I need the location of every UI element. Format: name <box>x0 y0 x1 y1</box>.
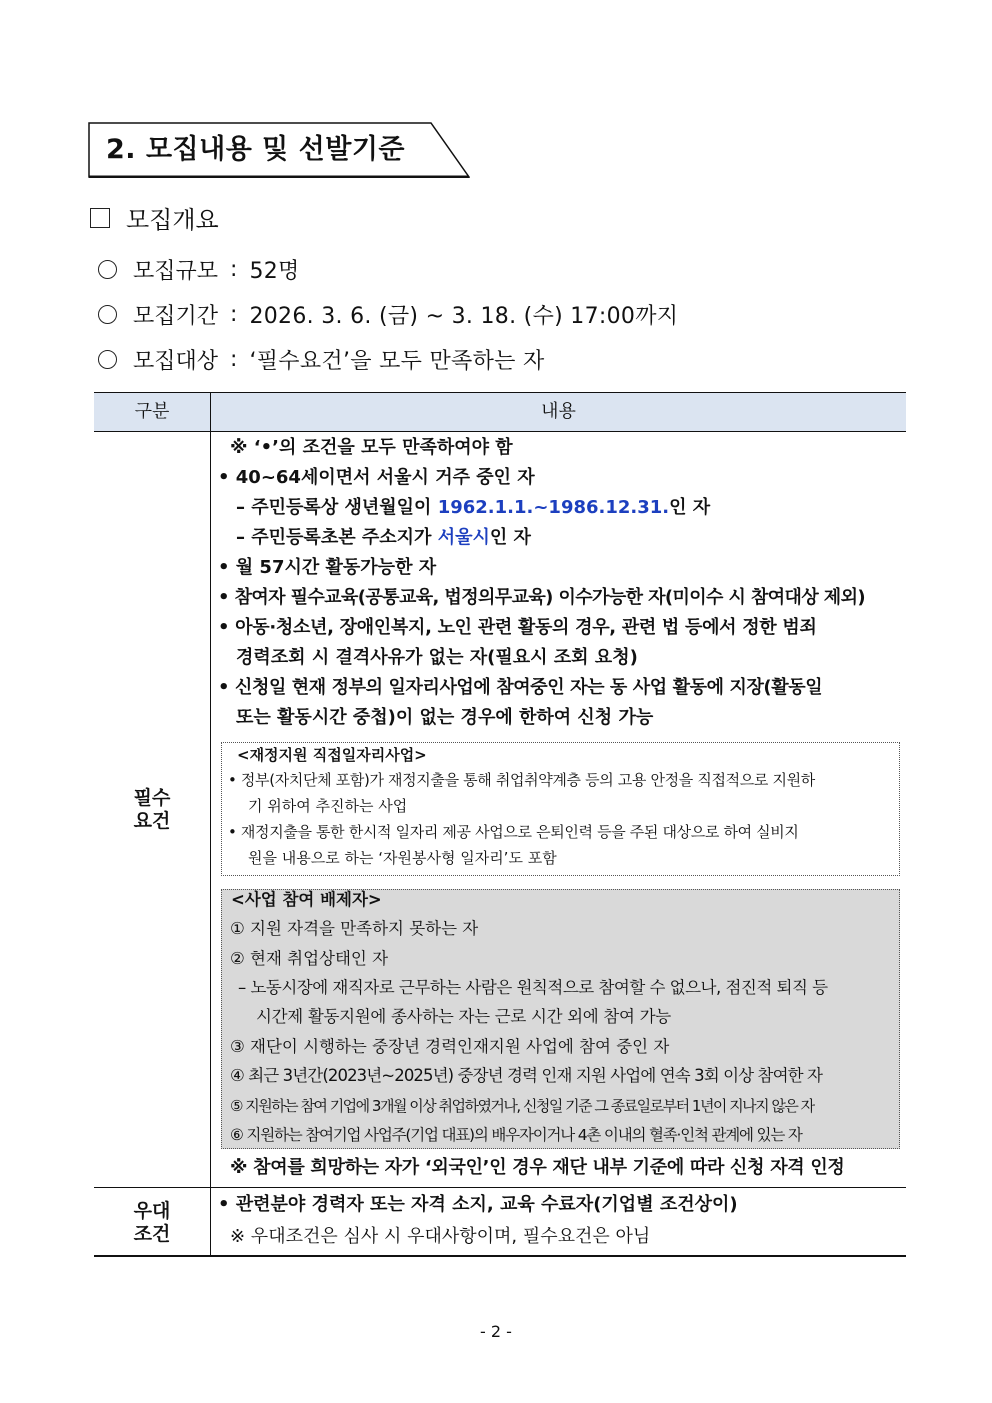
table-header <box>94 393 906 432</box>
box1-title: <재정지원 직접일자리사업> <box>237 746 427 764</box>
column-divider <box>210 392 211 1256</box>
exclusion-item: ① 지원 자격을 만족하지 못하는 자 <box>230 919 479 938</box>
exclusion-item: ② 현재 취업상태인 자 <box>230 949 389 968</box>
preferred-bullet: • 관련분야 경력자 또는 자격 소지, 교육 수료자(기업별 조건상이) <box>218 1194 738 1215</box>
section-heading: 2. 모집내용 및 선발기준 <box>106 134 405 165</box>
circle-bullet-icon <box>98 350 117 369</box>
required-note: ※ ‘•’의 조건을 모두 만족하여야 함 <box>230 437 513 458</box>
table-bottom-border <box>94 1255 906 1257</box>
foreigner-note: ※ 참여를 희망하는 자가 ‘외국인’인 경우 재단 내부 기준에 따라 신청 자격 인정 <box>230 1157 845 1178</box>
square-bullet-icon <box>90 208 110 228</box>
required-bullet: • 참여자 필수교육(공통교육, 법정의무교육) 이수가능한 자(미이수 시 참여대상 제외) <box>218 587 865 608</box>
preferred-note: ※ 우대조건은 심사 시 우대사항이며, 필수요건은 아님 <box>230 1226 651 1247</box>
required-bullet: • 아동·청소년, 장애인복지, 노인 관련 활동의 경우, 관련 법 등에서 정한 범죄 <box>218 617 817 638</box>
required-bullet-cont: 또는 활동시간 중첩)이 없는 경우에 한하여 신청 가능 <box>236 707 654 728</box>
required-bullet-cont: 경력조회 시 결격사유가 없는 자(필요시 조회 요청) <box>236 647 638 668</box>
box2-title: <사업 참여 배제자> <box>231 890 382 909</box>
exclusion-sub-item-cont: 시간제 활동지원에 종사하는 자는 근로 시간 외에 참여 가능 <box>256 1007 671 1026</box>
required-bullet: • 40~64세이면서 서울시 거주 중인 자 <box>218 467 535 488</box>
overview-title: 모집개요 <box>90 200 219 235</box>
row-divider <box>94 1187 906 1188</box>
seoul-address: 서울시 <box>437 527 490 548</box>
birthdate-range: 1962.1.1.~1986.12.31. <box>437 497 670 518</box>
required-bullet: • 신청일 현재 정부의 일자리사업에 참여중인 자는 동 사업 활동에 지장(활동일 <box>218 677 823 698</box>
box1-item: • 정부(자치단체 포함)가 재정지출을 통해 취업취약계층 등의 고용 안정을 직접적으로 지원하 <box>228 771 815 789</box>
exclusion-sub-item: – 노동시장에 재직자로 근무하는 사람은 원칙적으로 참여할 수 없으나, 점진적 퇴직 등 <box>238 978 828 997</box>
page-number: - 2 - <box>480 1322 512 1341</box>
exclusion-item: ⑥ 지원하는 참여기업 사업주(기업 대표)의 배우자이거나 4촌 이내의 혈족·인척 관계에 있는 자 <box>230 1126 802 1144</box>
box1-item-cont: 원을 내용으로 하는 ‘자원봉사형 일자리’도 포함 <box>248 849 557 867</box>
exclusion-item: ④ 최근 3년간(2023년~2025년) 중장년 경력 인재 지원 사업에 연속 3회 이상 참여한 자 <box>230 1066 823 1085</box>
circle-bullet-icon <box>98 260 117 279</box>
required-label: 필수 요건 <box>133 787 171 832</box>
requirements-table <box>94 392 906 1258</box>
exclusion-item: ③ 재단이 시행하는 중장년 경력인재지원 사업에 참여 중인 자 <box>230 1037 670 1056</box>
section-heading-box <box>88 122 470 178</box>
required-sub-item: – 주민등록초본 주소지가 서울시인 자 <box>236 527 531 548</box>
circle-bullet-icon <box>98 305 117 324</box>
exclusion-item: ⑤ 지원하는 참여 기업에 3개월 이상 취업하였거나, 신청일 기준 그 종료일로부터 1년이 지나지 않은 자 <box>230 1097 814 1115</box>
header-category: 구분 <box>134 401 170 422</box>
overview-item: 모집규모 : 52명 <box>98 254 300 285</box>
box1-item-cont: 기 위하여 추진하는 사업 <box>248 797 408 815</box>
header-content: 내용 <box>541 401 576 422</box>
box1-item: • 재정지출을 통한 한시적 일자리 제공 사업으로 은퇴인력 등을 주된 대상으로 하여 실비지 <box>228 823 799 841</box>
overview-item: 모집기간 : 2026. 3. 6. (금) ~ 3. 18. (수) 17:00까지 <box>98 299 678 330</box>
required-bullet: • 월 57시간 활동가능한 자 <box>218 557 437 578</box>
overview-item: 모집대상 : ‘필수요건’을 모두 만족하는 자 <box>98 344 545 375</box>
preferred-label: 우대 조건 <box>133 1200 171 1245</box>
required-sub-item: – 주민등록상 생년월일이 1962.1.1.~1986.12.31.인 자 <box>236 497 711 518</box>
